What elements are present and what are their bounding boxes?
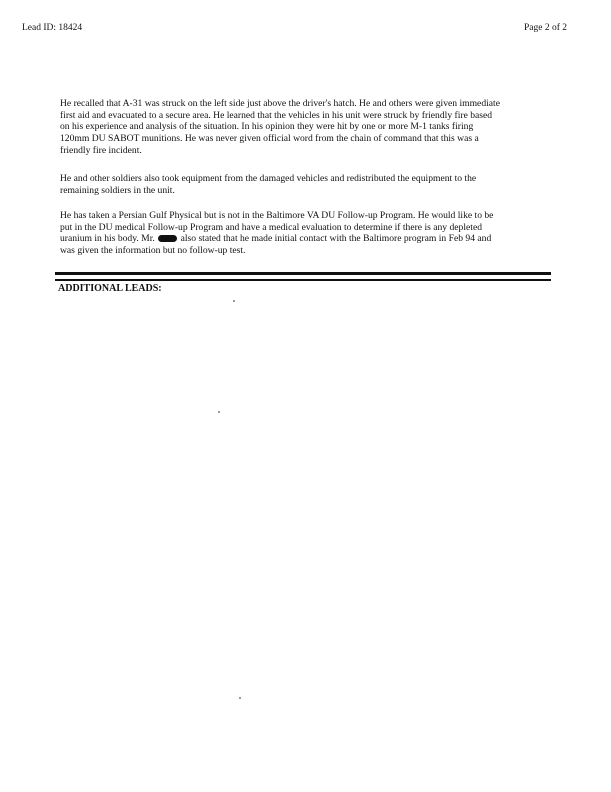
scan-speck <box>239 697 241 699</box>
paragraph-line <box>60 233 560 245</box>
lead-id: Lead ID: 18424 <box>22 23 83 33</box>
section-divider-thin <box>55 279 551 281</box>
paragraph-segment: also stated that he made initial contact with the Baltimore program in Feb 94 and <box>180 233 492 245</box>
paragraph-line: He and other soldiers also took equipment from the damaged vehicles and redistributed the equipment to the <box>60 173 477 184</box>
scan-speck <box>233 300 235 302</box>
paragraph-line: was given the information but no follow-up test. <box>60 245 246 257</box>
paragraph-line: put in the DU medical Follow-up Program and have a medical evaluation to determine if there is any depleted <box>60 221 482 233</box>
paragraph-follow-up <box>60 210 560 257</box>
paragraph-line: remaining soldiers in the unit. <box>60 184 175 196</box>
page-number: Page 2 of 2 <box>524 23 568 33</box>
paragraph-incident <box>60 98 560 157</box>
paragraph-line: on his experience and analysis of the situation. In his opinion they were hit by one or more M-1 tanks firing <box>60 121 474 133</box>
paragraph-segment: uranium in his body. Mr. <box>60 233 155 245</box>
paragraph-equipment <box>60 173 560 196</box>
paragraph-line: He has taken a Persian Gulf Physical but is not in the Baltimore VA DU Follow-up Program. He would like to be <box>60 210 494 221</box>
section-divider-thick <box>55 272 551 275</box>
paragraph-line: first aid and evacuated to a secure area. He learned that the vehicles in his unit were struck by friendly fire based <box>60 109 493 121</box>
redaction-mark <box>158 235 177 242</box>
paragraph-line: 120mm DU SABOT munitions. He was never given official word from the chain of command that this was a <box>60 133 479 145</box>
additional-leads-heading: ADDITIONAL LEADS: <box>58 283 162 294</box>
paragraph-line: He recalled that A-31 was struck on the left side just above the driver's hatch. He and others were given immediate <box>60 98 500 109</box>
paragraph-line: friendly fire incident. <box>60 144 142 156</box>
scan-speck <box>218 411 220 413</box>
